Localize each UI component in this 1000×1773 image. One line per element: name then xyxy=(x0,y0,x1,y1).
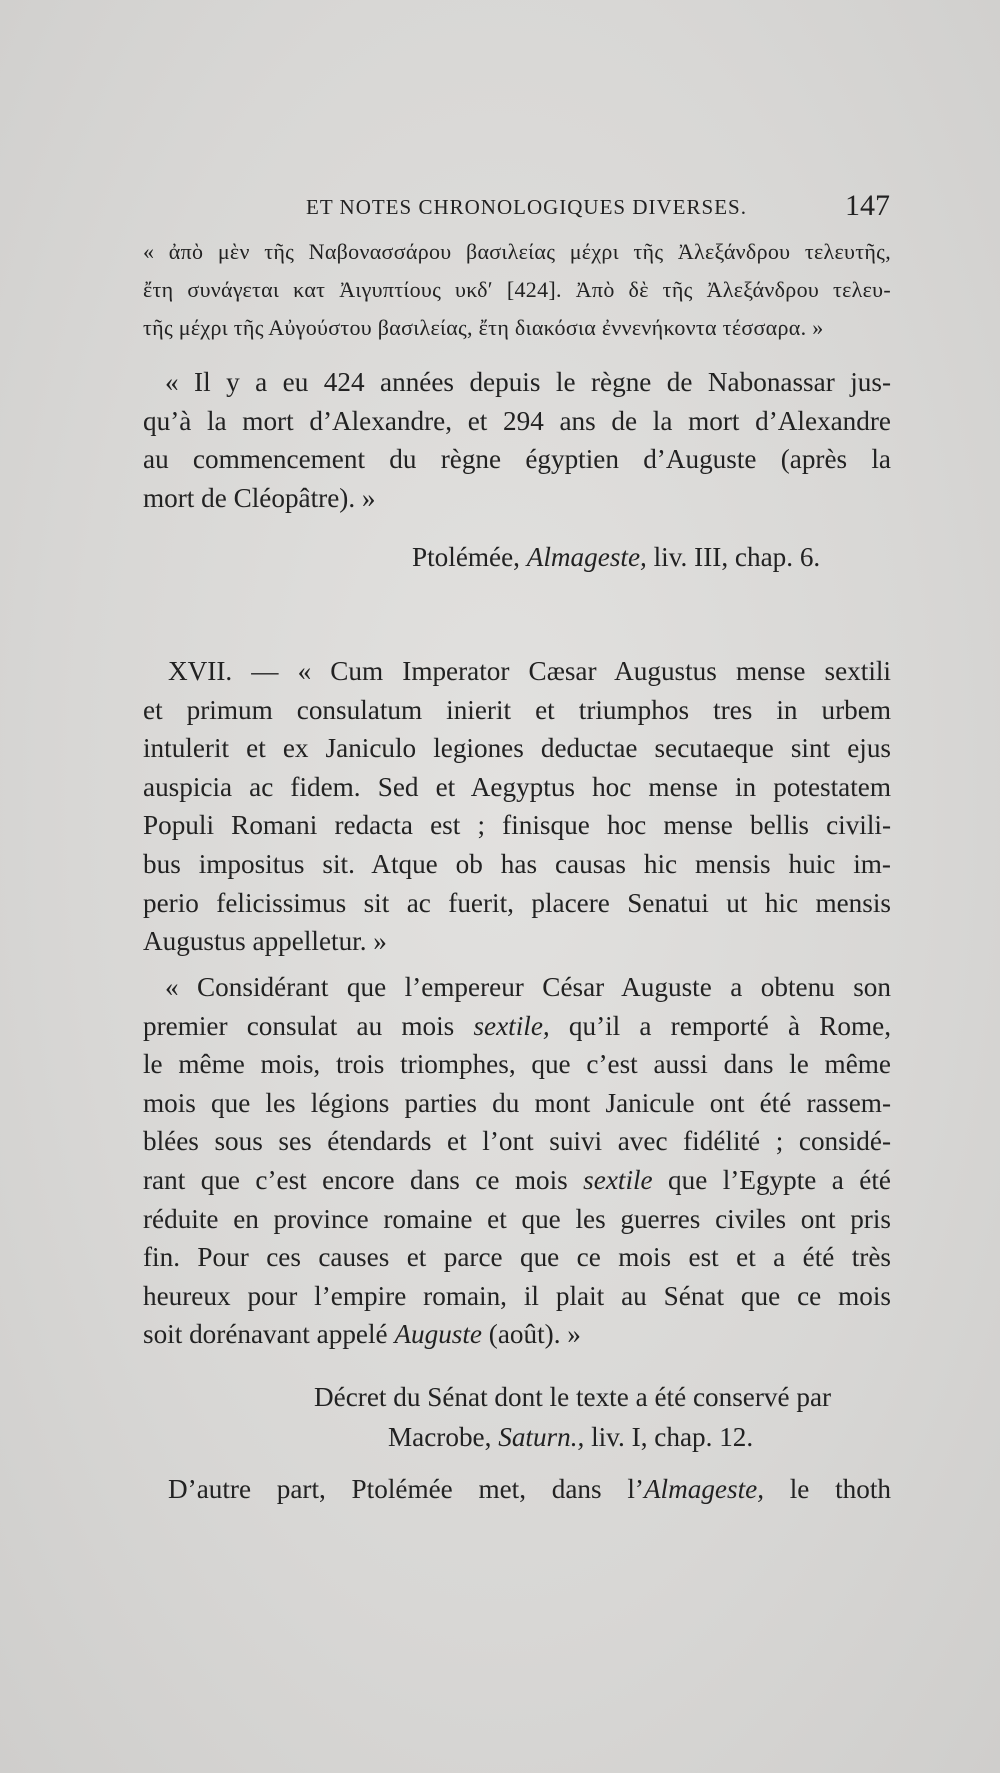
citation-decree-line1: Décret du Sénat dont le texte a été conservé par xyxy=(314,1382,832,1412)
citation-location: liv. I, chap. 12. xyxy=(591,1422,754,1452)
text-line: soit dorénavant appelé Auguste (août). » xyxy=(143,1319,581,1350)
text-line: blées sous ses étendards et l’ont suivi avec fidélité ; considé- xyxy=(143,1126,891,1157)
greek-line: « ἀπὸ μὲν τῆς Ναβονασσάρου βασιλείας μέχρι τῆς Ἀλεξάνδρου τελευτῆς, xyxy=(143,239,891,264)
text-line: intulerit et ex Janiculo legiones deductae secutaeque sint ejus xyxy=(143,733,891,764)
latin-quote xyxy=(143,652,891,961)
french-translation-1 xyxy=(143,363,891,517)
text-line: D’autre part, Ptolémée met, dans l’Almageste, le thoth xyxy=(168,1474,891,1504)
citation-author: Ptolémée, xyxy=(412,542,520,572)
greek-quote xyxy=(143,233,891,347)
text-line: et primum consulatum inierit et triumphos tres in urbem xyxy=(143,694,891,725)
text-line: mort de Cléopâtre). » xyxy=(143,482,376,513)
text-line: heureux pour l’empire romain, il plait au Sénat que ce mois xyxy=(143,1280,891,1311)
text-line: au commencement du règne égyptien d’Auguste (après la xyxy=(143,444,891,475)
french-translation-2 xyxy=(143,968,891,1354)
text-line: mois que les légions parties du mont Janicule ont été rassem- xyxy=(143,1087,891,1118)
citation-ptolemy xyxy=(412,538,820,577)
text-line: bus impositus sit. Atque ob has causas hic mensis huic im- xyxy=(143,848,891,879)
text-line: XVII. — « Cum Imperator Cæsar Augustus mense sextili xyxy=(168,656,891,686)
text-line: le même mois, trois triomphes, que c’est aussi dans le même xyxy=(143,1049,891,1080)
text-line: Populi Romani redacta est ; finisque hoc mense bellis civili- xyxy=(143,810,891,841)
text-line: auspicia ac fidem. Sed et Aegyptus hoc mense in potestatem xyxy=(143,771,891,802)
running-head-title: ET NOTES CHRONOLOGIQUES DIVERSES. xyxy=(306,195,747,219)
page-number: 147 xyxy=(845,189,890,222)
greek-line: τῆς μέχρι τῆς Αὐγούστου βασιλείας, ἔτη διακόσια ἐννενήκοντα τέσσαρα. » xyxy=(143,315,824,340)
text-line: réduite en province romaine et que les guerres civiles ont pris xyxy=(143,1203,891,1234)
text-line: premier consulat au mois sextile, qu’il a remporté à Rome, xyxy=(143,1010,891,1041)
text-line: « Considérant que l’empereur César Auguste a obtenu son xyxy=(165,972,891,1002)
text-line: perio felicissimus sit ac fuerit, placere Senatui ut hic mensis xyxy=(143,887,891,918)
citation-work: Saturn., xyxy=(498,1422,585,1452)
text-line: rant que c’est encore dans ce mois sextile que l’Egypte a été xyxy=(143,1164,891,1195)
text-line: fin. Pour ces causes et parce que ce mois est et a été très xyxy=(143,1242,891,1273)
text-line: « Il y a eu 424 années depuis le règne de Nabonassar jus- xyxy=(165,367,891,397)
citation-macrobe xyxy=(388,1418,753,1457)
greek-line: ἔτη συνάγεται κατ Ἀιγυπτίους υκδʹ [424]. Ἀπὸ δὲ τῆς Ἀλεξάνδρου τελευ- xyxy=(143,277,891,302)
text-line: qu’à la mort d’Alexandre, et 294 ans de la mort d’Alexandre xyxy=(143,405,891,436)
final-paragraph xyxy=(143,1470,891,1509)
citation-work: Almageste, xyxy=(526,542,647,572)
citation-author: Macrobe, xyxy=(388,1422,492,1452)
citation-location: liv. III, chap. 6. xyxy=(653,542,821,572)
text-line: Augustus appelletur. » xyxy=(143,926,387,957)
